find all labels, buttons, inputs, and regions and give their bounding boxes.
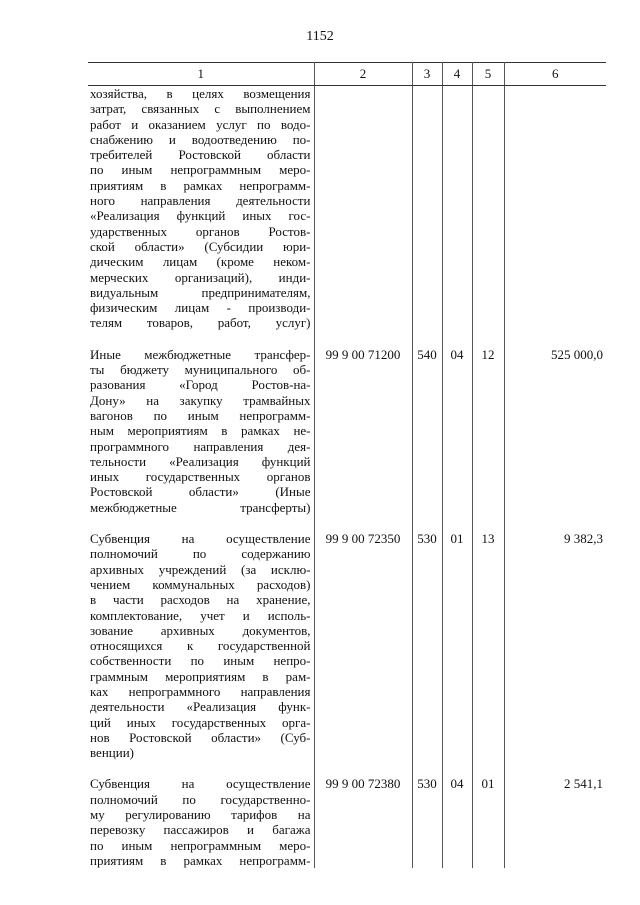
spacer-cell [314, 760, 412, 776]
description-line: по иным непрограммным меро- [90, 837, 311, 853]
description-line: иных государственных органов [90, 469, 311, 485]
description-line: ного направления деятельности [90, 193, 311, 209]
description-line: вагонов по иным непрограмм- [90, 407, 311, 423]
description-line: Субвенция на осуществление [90, 776, 311, 792]
expense-type-cell [412, 86, 442, 331]
description-line: Ростовской области» (Иные [90, 484, 311, 500]
description-line: снабжению и водоотведению по- [90, 131, 311, 147]
subsection-cell: 12 [472, 347, 504, 515]
description-line: физическим лицам - производи- [90, 300, 311, 316]
description-line: перевозку пассажиров и багажа [90, 822, 311, 838]
column-header: 4 [442, 63, 472, 86]
column-header: 2 [314, 63, 412, 86]
amount-cell: 2 541,1 [504, 776, 606, 868]
description-line: приятиям в рамках непрограмм- [90, 852, 311, 868]
description-line: комплектование, учет и исполь- [90, 607, 311, 623]
column-header: 6 [504, 63, 606, 86]
description-line: приятиям в рамках непрограмм- [90, 177, 311, 193]
row-spacer [88, 515, 606, 531]
expense-type-cell: 540 [412, 347, 442, 515]
description-line: чением коммунальных расходов) [90, 576, 311, 592]
description-line: ках непрограммного направления [90, 683, 311, 699]
description-line: мерческих организаций), инди- [90, 269, 311, 285]
spacer-cell [472, 331, 504, 347]
spacer-cell [442, 331, 472, 347]
target-code-cell: 99 9 00 71200 [314, 347, 412, 515]
spacer-cell [88, 760, 314, 776]
spacer-cell [88, 515, 314, 531]
row-spacer [88, 331, 606, 347]
spacer-cell [88, 331, 314, 347]
description-line: граммным мероприятиям в рам- [90, 668, 311, 684]
description-line: нов Ростовской области» (Суб- [90, 729, 311, 745]
amount-cell [504, 86, 606, 331]
description-line: по иным непрограммным меро- [90, 162, 311, 178]
target-code-cell: 99 9 00 72350 [314, 531, 412, 760]
description-line: Дону» на закупку трамвайных [90, 392, 311, 408]
column-header: 1 [88, 63, 314, 86]
description-line: деятельности «Реализация функ- [90, 699, 311, 715]
description-line: требителей Ростовской области [90, 147, 311, 163]
column-header: 5 [472, 63, 504, 86]
section-cell: 01 [442, 531, 472, 760]
description-line: полномочий по содержанию [90, 546, 311, 562]
description-line: относящихся к государственной [90, 638, 311, 654]
table-row [88, 531, 606, 760]
description-cell [88, 531, 314, 760]
spacer-cell [472, 515, 504, 531]
description-line: программного направления дея- [90, 438, 311, 454]
target-code-cell [314, 86, 412, 331]
spacer-cell [314, 331, 412, 347]
spacer-cell [472, 760, 504, 776]
table-row [88, 86, 606, 331]
description-line: му регулированию тарифов на [90, 807, 311, 823]
spacer-cell [442, 515, 472, 531]
spacer-cell [412, 331, 442, 347]
spacer-cell [314, 515, 412, 531]
subsection-cell: 01 [472, 776, 504, 868]
description-line: видуальным предпринимателям, [90, 284, 311, 300]
column-header: 3 [412, 63, 442, 86]
spacer-cell [412, 760, 442, 776]
amount-cell: 525 000,0 [504, 347, 606, 515]
description-line: разования «Город Ростов-на- [90, 377, 311, 393]
description-cell [88, 86, 314, 331]
description-line: телям товаров, работ, услуг) [90, 315, 311, 331]
spacer-cell [504, 760, 606, 776]
amount-cell: 9 382,3 [504, 531, 606, 760]
spacer-cell [412, 515, 442, 531]
section-cell: 04 [442, 347, 472, 515]
subsection-cell: 13 [472, 531, 504, 760]
spacer-cell [504, 515, 606, 531]
description-line: затрат, связанных с выполнением [90, 101, 311, 117]
description-line: собственности по иным непро- [90, 653, 311, 669]
row-spacer [88, 760, 606, 776]
spacer-cell [442, 760, 472, 776]
description-line: ным мероприятиям в рамках не- [90, 423, 311, 439]
description-cell [88, 347, 314, 515]
subsection-cell [472, 86, 504, 331]
expense-type-cell: 530 [412, 776, 442, 868]
description-line: работ и оказанием услуг по водо- [90, 116, 311, 132]
description-line: дическим лицам (кроме неком- [90, 254, 311, 270]
table-row [88, 347, 606, 515]
description-line: зование архивных документов, [90, 622, 311, 638]
description-line: архивных учреждений (за исклю- [90, 561, 311, 577]
description-line: ций иных государственных орга- [90, 714, 311, 730]
description-cell [88, 776, 314, 868]
description-line: Иные межбюджетные трансфер- [90, 346, 311, 362]
spacer-cell [504, 331, 606, 347]
description-line: межбюджетные трансферты) [90, 499, 311, 515]
description-line: Субвенция на осуществление [90, 531, 311, 547]
description-line: в части расходов на хранение, [90, 592, 311, 608]
description-line: тельности «Реализация функций [90, 453, 311, 469]
expense-type-cell: 530 [412, 531, 442, 760]
target-code-cell: 99 9 00 72380 [314, 776, 412, 868]
table-header-row [88, 63, 606, 86]
section-cell [442, 86, 472, 331]
description-line: венции) [90, 745, 134, 761]
description-line: «Реализация функций иных гос- [90, 208, 311, 224]
description-line: ударственных органов Ростов- [90, 223, 311, 239]
description-line: полномочий по государственно- [90, 791, 311, 807]
page-number: 1152 [306, 29, 334, 44]
section-cell: 04 [442, 776, 472, 868]
description-line: ской области» (Субсидии юри- [90, 238, 311, 254]
table-row [88, 776, 606, 868]
budget-table [88, 62, 606, 868]
description-line: хозяйства, в целях возмещения [90, 86, 311, 101]
description-line: ты бюджету муниципального об- [90, 362, 311, 378]
